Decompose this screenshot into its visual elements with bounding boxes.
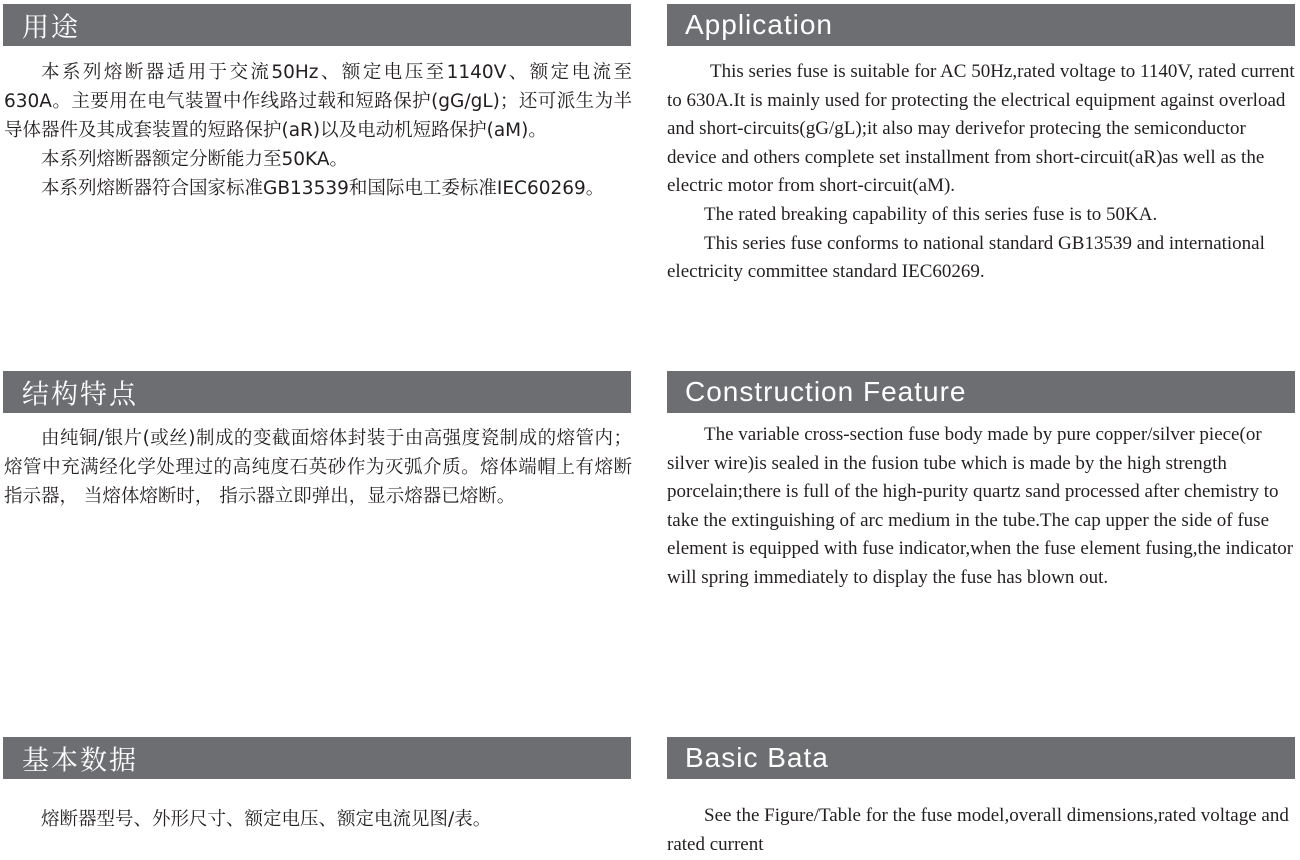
application-header-zh xyxy=(3,4,631,46)
construction-header-en xyxy=(667,371,1295,413)
application-body-zh xyxy=(4,58,632,203)
construction-zh-paragraph-1: 由纯铜/银片(或丝)制成的变截面熔体封装于由高强度瓷制成的熔管内；熔管中充满经化学处理过的高纯度石英砂作为灭弧介质。熔体端帽上有熔断指示器， 当熔体熔断时， 指示器立即弹出，显示熔器已熔断。 xyxy=(4,428,632,507)
application-title-en: Application xyxy=(685,9,833,40)
application-zh-paragraph-3: 本系列熔断器符合国家标准GB13539和国际电工委标准IEC60269。 xyxy=(41,178,605,199)
basic-data-title-en: Basic Bata xyxy=(685,742,829,773)
basic-data-header-zh xyxy=(3,737,631,779)
application-zh-paragraph-2: 本系列熔断器额定分断能力至50KA。 xyxy=(41,149,349,170)
basic-data-title-zh: 基本数据 xyxy=(22,745,138,777)
construction-body-zh xyxy=(4,424,632,511)
construction-title-en: Construction Feature xyxy=(685,376,967,407)
construction-header-zh xyxy=(3,371,631,413)
basic-data-en-paragraph-1: See the Figure/Table for the fuse model,overall dimensions,rated voltage and rated current xyxy=(667,805,1289,855)
application-en-paragraph-1: This series fuse is suitable for AC 50Hz,rated voltage to 1140V, rated current to 630A.It is mainly used for protecting the electrical equipment against overload and short-circuits(gG/gL);it also may derivefor protecing the semiconductor device and others complete set installment from short-circuit(aR)as well as the electric motor from short-circuit(aM). xyxy=(667,61,1295,197)
application-header-en xyxy=(667,4,1295,46)
basic-data-body-zh xyxy=(4,805,632,834)
basic-data-zh-paragraph-1: 熔断器型号、外形尺寸、额定电压、额定电流见图/表。 xyxy=(41,809,492,830)
basic-data-body-en xyxy=(667,802,1295,859)
application-zh-paragraph-1: 本系列熔断器适用于交流50Hz、额定电压至1140V、额定电流至630A。主要用在电气装置中作线路过载和短路保护(gG/gL)；还可派生为半导体器件及其成套装置的短路保护(aR)以及电动机短路保护(aM)。 xyxy=(4,62,632,141)
construction-en-paragraph-1: The variable cross-section fuse body made by pure copper/silver piece(or silver wire)is sealed in the fusion tube which is made by the high strength porcelain;there is full of the high-purity quartz sand processed after chemistry to take the extinguishing of arc medium in the tube.The cap upper the side of fuse element is equipped with fuse indicator,when the fuse element fusing,the indicator will spring immediately to display the fuse has blown out. xyxy=(667,424,1294,588)
application-en-paragraph-3: This series fuse conforms to national standard GB13539 and international electricity committee standard IEC60269. xyxy=(667,232,1265,283)
basic-data-header-en xyxy=(667,737,1295,779)
application-title-zh: 用途 xyxy=(22,12,80,44)
construction-title-zh: 结构特点 xyxy=(22,379,138,411)
application-body-en xyxy=(667,58,1295,287)
construction-body-en xyxy=(667,421,1295,593)
application-en-paragraph-2: The rated breaking capability of this series fuse is to 50KA. xyxy=(704,203,1158,225)
